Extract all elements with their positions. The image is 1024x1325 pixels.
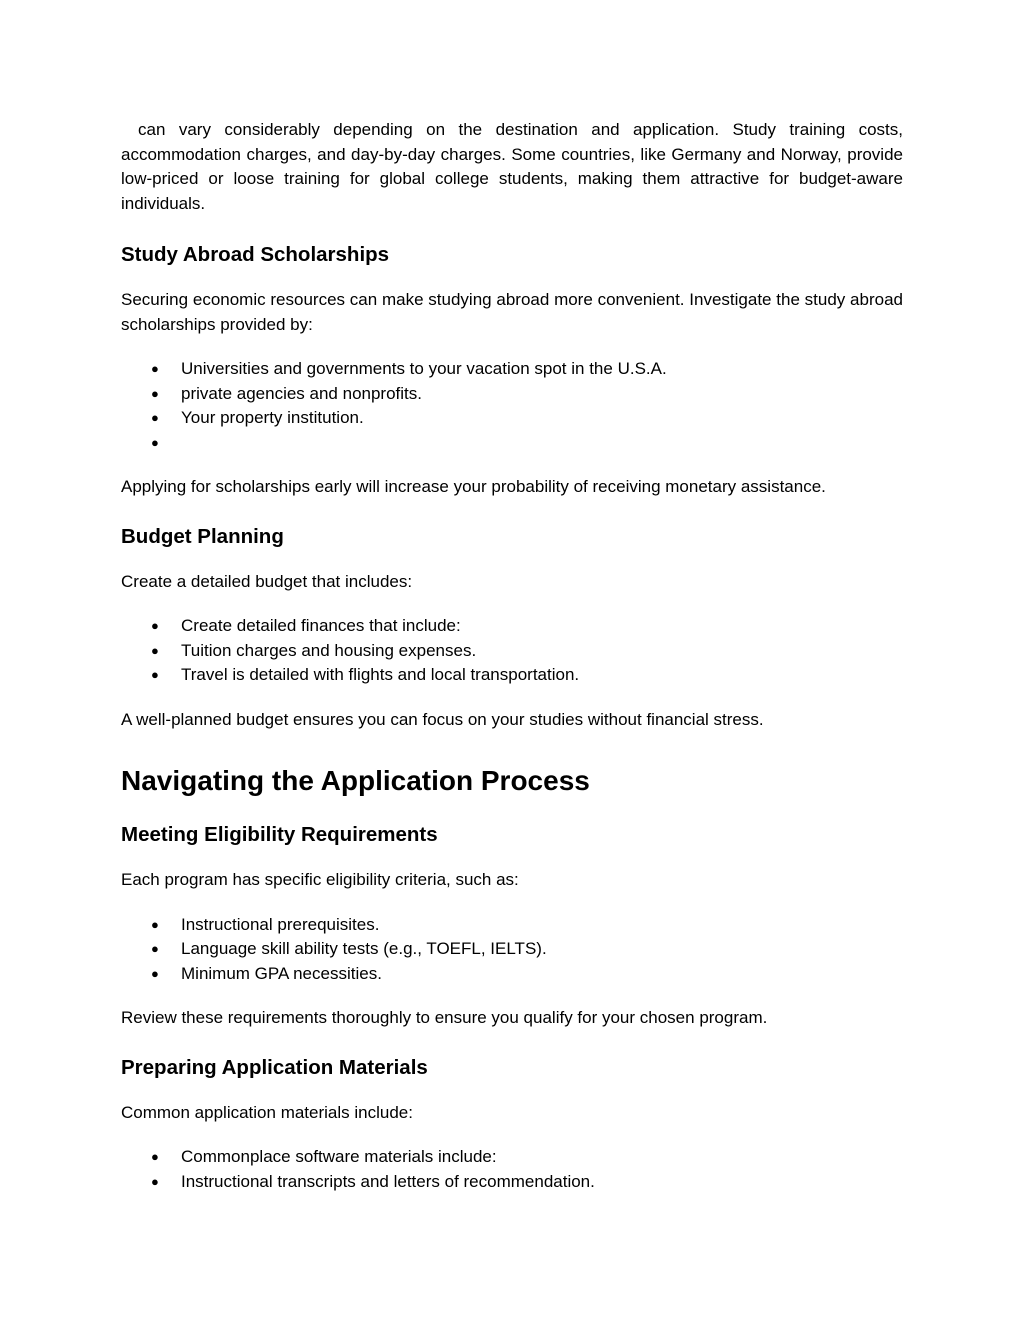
budget-after-paragraph: A well-planned budget ensures you can focus on your studies without financial stress. bbox=[121, 709, 764, 729]
bullet: ● bbox=[151, 618, 159, 633]
materials-paragraph: Common application materials include: bbox=[121, 1102, 413, 1122]
list-item: ● Commonplace software materials include: bbox=[121, 1145, 903, 1170]
bullet: ● bbox=[151, 361, 159, 376]
bullet: ● bbox=[151, 1149, 159, 1164]
scholarships-paragraph: Securing economic resources can make studying abroad more convenient. Investigate the study abroad scholarships provided by: bbox=[121, 290, 903, 334]
eligibility-after-paragraph: Review these requirements thoroughly to ensure you qualify for your chosen program. bbox=[121, 1008, 768, 1027]
list-item: ● Language skill ability tests (e.g., TOEFL, IELTS). bbox=[121, 937, 903, 962]
eligibility-paragraph: Each program has specific eligibility criteria, such as: bbox=[121, 870, 519, 889]
scholarships-list bbox=[121, 357, 903, 455]
bullet: ● bbox=[151, 385, 159, 401]
intro-paragraph: can vary considerably depending on the destination and application. Study training costs, accommodation charges, and day-by-day charges. Some countries, like Germany and Norway, provide low-priced or loose training for global college students, making them attractive for budget-aware individuals. bbox=[121, 120, 903, 213]
eligibility-list bbox=[121, 913, 903, 987]
document-page bbox=[121, 118, 903, 1194]
list-item: ● Travel is detailed with flights and local transportation. bbox=[121, 663, 903, 688]
bullet: ● bbox=[151, 667, 159, 682]
materials-list bbox=[121, 1145, 903, 1194]
list-item: ● Minimum GPA necessities. bbox=[121, 962, 903, 987]
list-item: ● Your property institution. bbox=[121, 406, 903, 431]
heading-budget-planning: Budget Planning bbox=[121, 524, 284, 548]
bullet: ● bbox=[151, 642, 159, 658]
scholarships-after-paragraph: Applying for scholarships early will increase your probability of receiving monetary assistance. bbox=[121, 477, 826, 496]
heading-preparing-application-materials: Preparing Application Materials bbox=[121, 1055, 428, 1079]
list-item: ● Instructional transcripts and letters of recommendation. bbox=[121, 1170, 903, 1195]
bullet: ● bbox=[151, 916, 159, 932]
bullet: ● bbox=[151, 965, 159, 981]
budget-list bbox=[121, 614, 903, 688]
heading-study-abroad-scholarships: Study Abroad Scholarships bbox=[121, 243, 390, 266]
heading-meeting-eligibility-requirements: Meeting Eligibility Requirements bbox=[121, 823, 438, 846]
list-item: ● Universities and governments to your vacation spot in the U.S.A. bbox=[121, 357, 903, 382]
list-item: ● Create detailed finances that include: bbox=[121, 614, 903, 639]
list-item: ● Tuition charges and housing expenses. bbox=[121, 639, 903, 664]
list-item bbox=[121, 431, 903, 456]
bullet: ● bbox=[151, 941, 159, 956]
bullet: ● bbox=[151, 1173, 159, 1189]
bullet: ● bbox=[151, 410, 159, 425]
list-item: ● Instructional prerequisites. bbox=[121, 913, 903, 938]
budget-paragraph: Create a detailed budget that includes: bbox=[121, 571, 413, 591]
bullet: ● bbox=[151, 434, 159, 450]
list-item: ● private agencies and nonprofits. bbox=[121, 382, 903, 407]
heading-navigating-application-process: Navigating the Application Process bbox=[121, 765, 590, 796]
